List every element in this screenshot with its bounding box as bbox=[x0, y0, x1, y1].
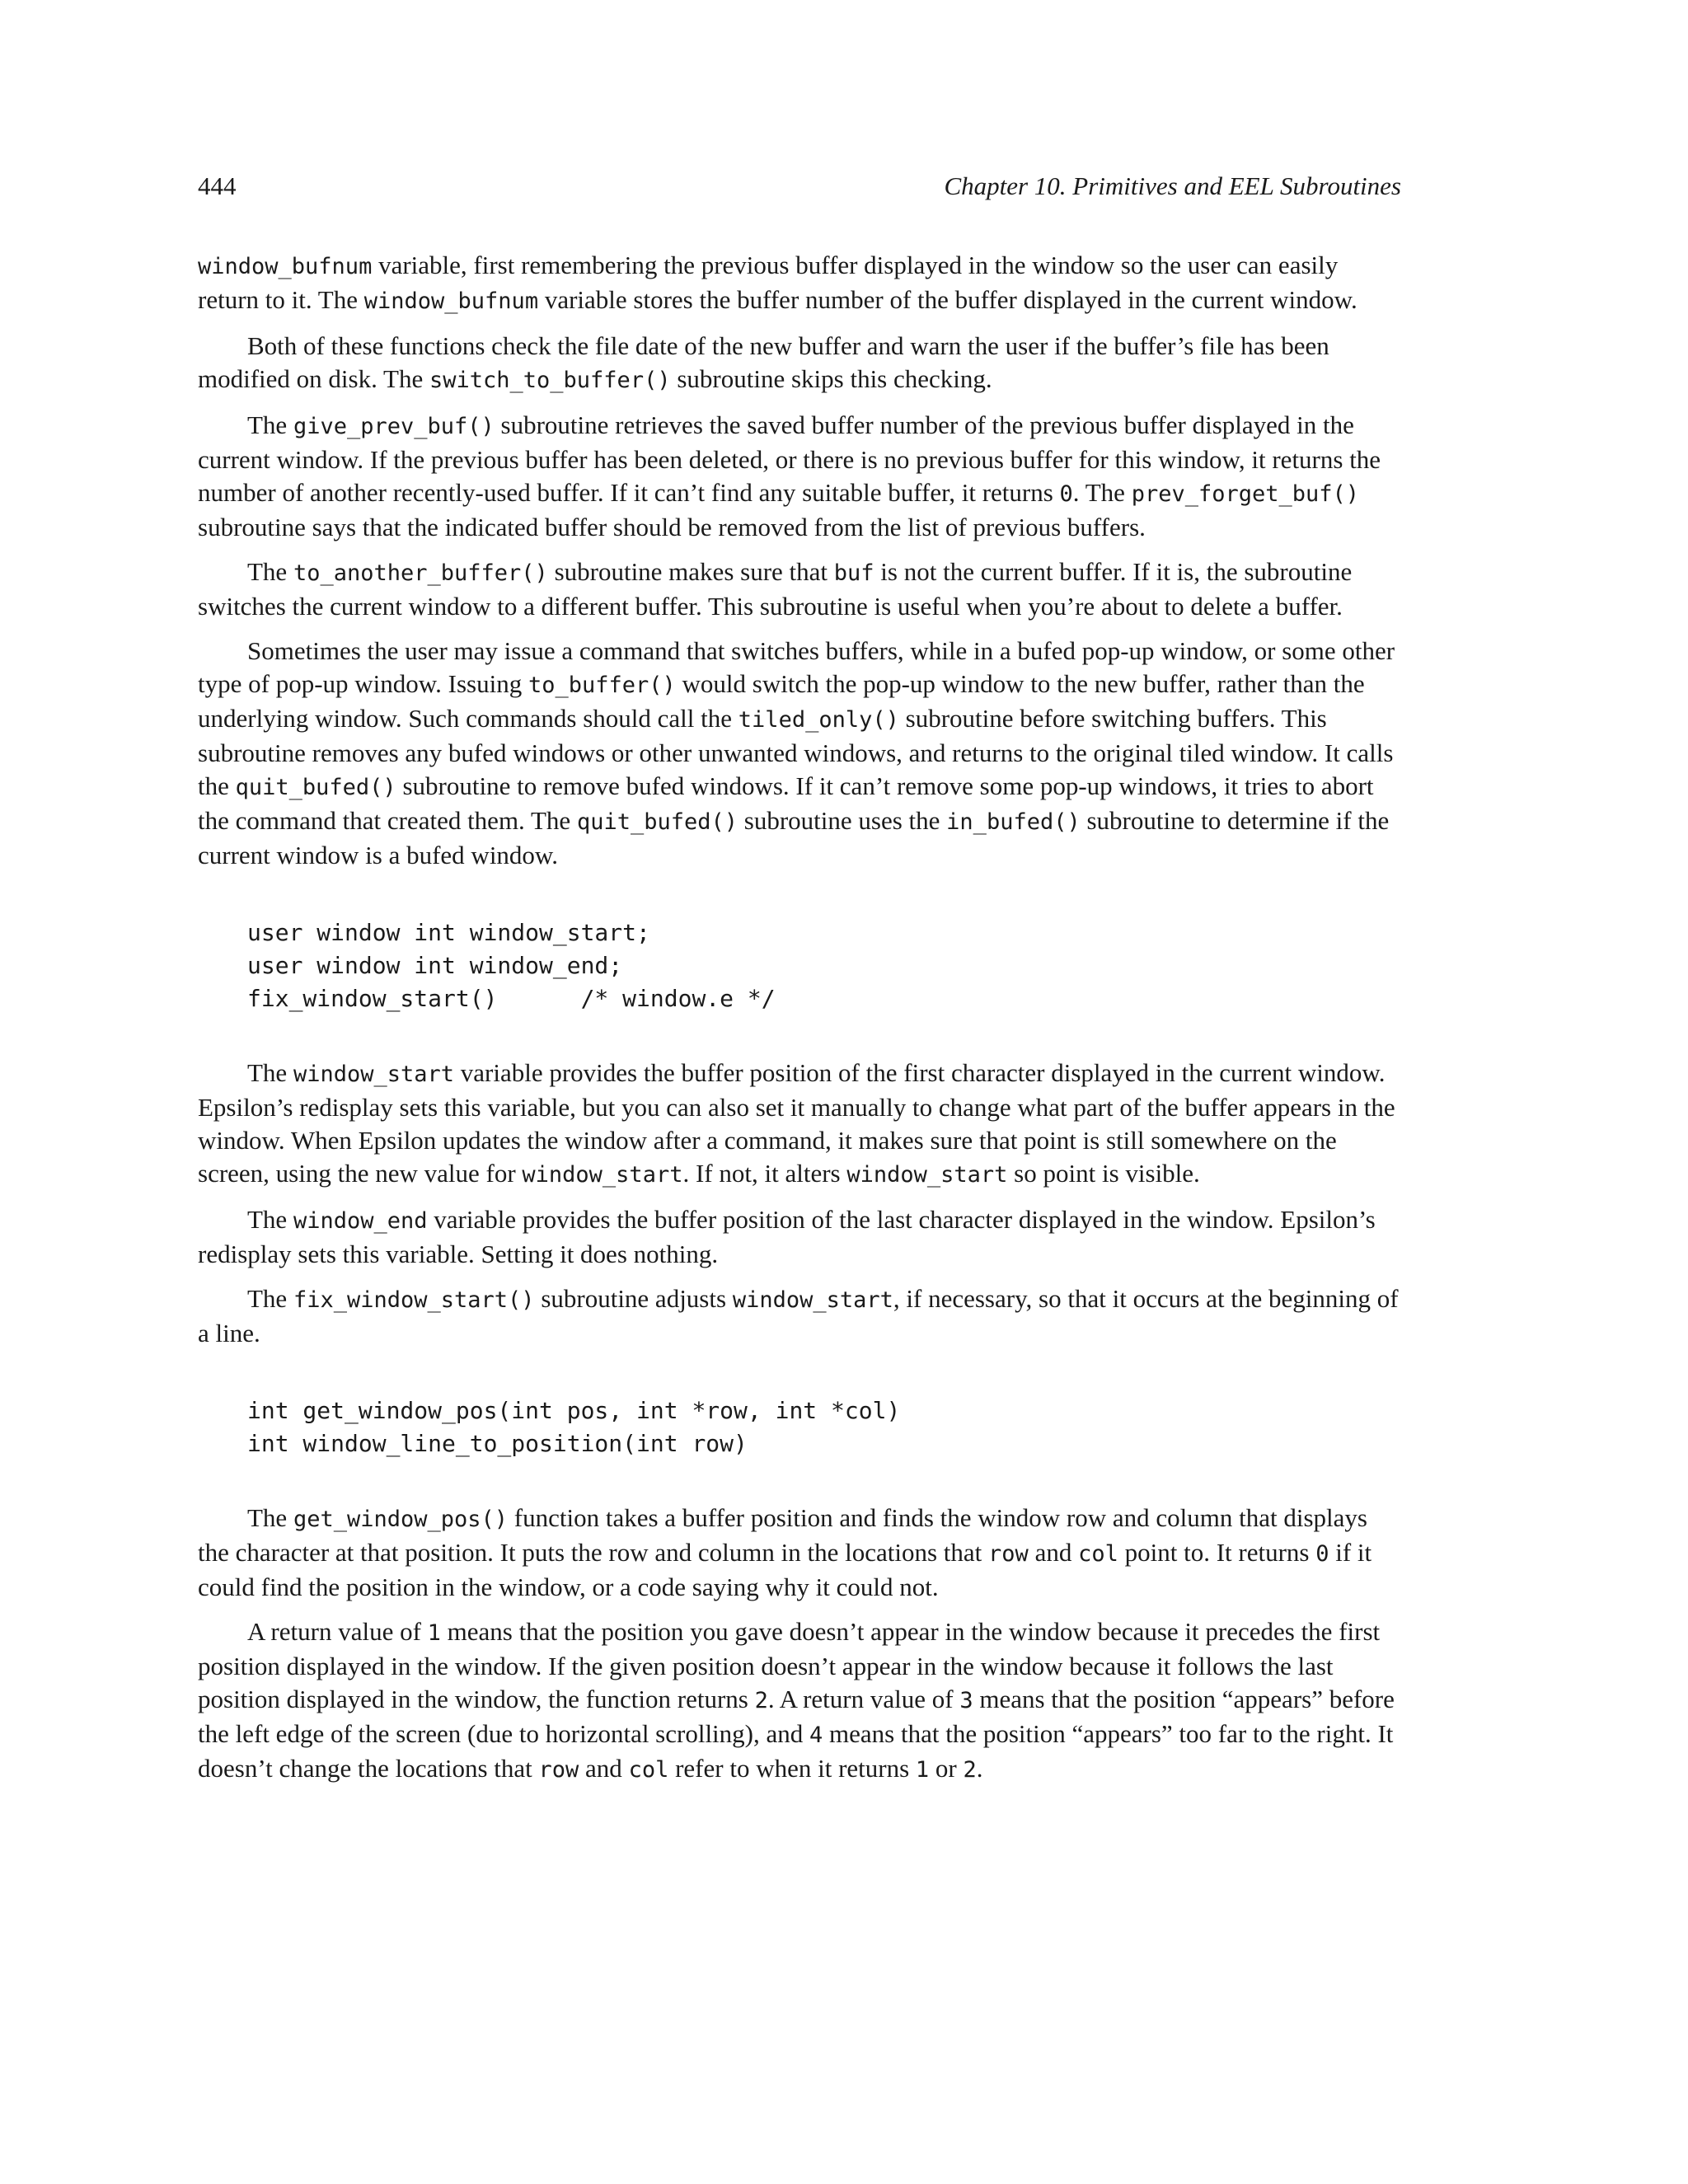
text: so point is visible. bbox=[1007, 1159, 1200, 1188]
text: if it could find the position in the window, or a code saying why it could not. bbox=[198, 1538, 1372, 1601]
code-row: row bbox=[988, 1541, 1029, 1567]
code-two: 2 bbox=[963, 1757, 977, 1783]
text: , if necessary, so that it occurs at the beginning of a line. bbox=[198, 1284, 1399, 1347]
text: variable, first remembering the previous buffer displayed in the window so the user can easily return to it. The bbox=[198, 251, 1339, 314]
text: point to. It returns bbox=[1118, 1538, 1316, 1567]
text: means that the position “appears” too far to the right. It doesn’t change the locations that bbox=[198, 1719, 1394, 1783]
code-block-get-window-pos bbox=[247, 1394, 1401, 1460]
code-zero: 0 bbox=[1315, 1541, 1329, 1567]
code-two: 2 bbox=[754, 1688, 768, 1713]
text: subroutine before switching buffers. This subroutine removes any bufed windows or other unwanted windows, and returns to the original tiled window. It calls the bbox=[198, 704, 1394, 800]
text: The bbox=[247, 410, 293, 439]
code-give-prev-buf: give_prev_buf() bbox=[293, 414, 495, 439]
code-window-start: window_start bbox=[522, 1162, 683, 1188]
code-three: 3 bbox=[959, 1688, 973, 1713]
code-window-bufnum: window_bufnum bbox=[363, 288, 539, 314]
text: function takes a buffer position and finds the window row and column that displays the character at that position. It puts the row and column in the locations that bbox=[198, 1503, 1367, 1567]
text: means that the position you gave doesn’t appear in the window because it precedes the first position displayed in the window. If the given position doesn’t appear in the window because it follows the last position displayed in the window, the function returns bbox=[198, 1617, 1381, 1713]
text: . A return value of bbox=[767, 1685, 960, 1713]
code-to-another-buffer: to_another_buffer() bbox=[293, 560, 548, 586]
text: . The bbox=[1072, 478, 1132, 507]
text: and bbox=[579, 1754, 629, 1783]
code-window-bufnum: window_bufnum bbox=[198, 254, 373, 279]
text: means that the position “appears” before the left edge of the screen (due to horizontal scrolling), and bbox=[198, 1685, 1395, 1748]
paragraph-file-date-check bbox=[198, 330, 1401, 397]
paragraph-window-bufnum bbox=[198, 249, 1401, 318]
code-line: user window int window_end; bbox=[247, 952, 623, 979]
running-head: Chapter 10. Primitives and EEL Subroutines bbox=[944, 171, 1401, 200]
text: . If not, it alters bbox=[682, 1159, 847, 1188]
text: Sometimes the user may issue a command that switches buffers, while in a bufed pop-up window, or some other type of pop-up window. Issuing bbox=[198, 636, 1395, 698]
code-line: int get_window_pos(int pos, int *row, int *col) bbox=[247, 1397, 901, 1424]
paragraph-give-prev-buf bbox=[198, 409, 1401, 544]
code-window-end: window_end bbox=[293, 1208, 428, 1234]
text: and bbox=[1028, 1538, 1079, 1567]
text: The bbox=[247, 1205, 293, 1234]
code-tiled-only: tiled_only() bbox=[738, 707, 899, 733]
paragraph-to-another-buffer bbox=[198, 555, 1401, 623]
text: The bbox=[247, 1503, 293, 1532]
code-col: col bbox=[1078, 1541, 1118, 1567]
code-quit-bufed: quit_bufed() bbox=[576, 809, 738, 835]
paragraph-fix-window-start bbox=[198, 1282, 1401, 1350]
text: subroutine says that the indicated buffer should be removed from the list of previous buffers. bbox=[198, 513, 1146, 541]
text: is not the current buffer. If it is, the subroutine switches the current window to a different buffer. This subroutine is useful when you’re about to delete a buffer. bbox=[198, 557, 1353, 621]
text: variable provides the buffer position of the last character displayed in the window. Epsilon’s redisplay sets this variable. Setting it does nothing. bbox=[198, 1205, 1376, 1268]
code-buf: buf bbox=[833, 560, 874, 586]
text: subroutine retrieves the saved buffer number of the previous buffer displayed in the current window. If the previous buffer has been deleted, or there is no previous buffer for this window, it returns the number of another recently-used buffer. If it can’t find any suitable buffer, it returns bbox=[198, 410, 1381, 507]
code-line: fix_window_start() /* window.e */ bbox=[247, 985, 776, 1012]
text: or bbox=[929, 1754, 964, 1783]
code-switch-to-buffer: switch_to_buffer() bbox=[429, 368, 671, 393]
text: refer to when it returns bbox=[668, 1754, 916, 1783]
text: variable stores the buffer number of the buffer displayed in the current window. bbox=[538, 285, 1357, 314]
code-four: 4 bbox=[809, 1722, 823, 1748]
code-block-window-start bbox=[247, 916, 1401, 1015]
text: subroutine adjusts bbox=[534, 1284, 733, 1313]
code-to-buffer: to_buffer() bbox=[528, 673, 676, 698]
document-page bbox=[198, 170, 1401, 1798]
code-window-start: window_start bbox=[846, 1162, 1008, 1188]
paragraph-get-window-pos bbox=[198, 1502, 1401, 1604]
code-one: 1 bbox=[427, 1620, 441, 1646]
text: Both of these functions check the file date of the new buffer and warn the user if the buffer’s file has been modified on disk. The bbox=[198, 331, 1329, 393]
code-line: user window int window_start; bbox=[247, 919, 650, 946]
code-in-bufed: in_bufed() bbox=[946, 809, 1081, 835]
text: subroutine to determine if the current window is a bufed window. bbox=[198, 806, 1390, 869]
code-col: col bbox=[628, 1757, 669, 1783]
code-prev-forget-buf: prev_forget_buf() bbox=[1131, 481, 1360, 507]
code-one: 1 bbox=[915, 1757, 930, 1783]
paragraph-window-start bbox=[198, 1057, 1401, 1192]
text: The bbox=[247, 1284, 293, 1313]
code-quit-bufed: quit_bufed() bbox=[235, 775, 396, 800]
text: subroutine to remove bufed windows. If it can’t remove some pop-up windows, it tries to abort the command that created them. The bbox=[198, 771, 1374, 835]
text: A return value of bbox=[247, 1617, 428, 1646]
code-window-start: window_start bbox=[293, 1062, 455, 1087]
code-fix-window-start: fix_window_start() bbox=[293, 1287, 535, 1313]
paragraph-return-values bbox=[198, 1615, 1401, 1787]
code-line: int window_line_to_position(int row) bbox=[247, 1430, 748, 1457]
text: subroutine skips this checking. bbox=[670, 364, 992, 393]
paragraph-window-end bbox=[198, 1203, 1401, 1271]
text: would switch the pop-up window to the new buffer, rather than the underlying window. Such commands should call the bbox=[198, 669, 1365, 733]
text: variable provides the buffer position of the first character displayed in the current window. Epsilon’s redisplay sets this variable, but you can also set it manually to change what part of the buffer appears in the window. When Epsilon updates the window after a command, it makes sure that point is still somewhere on the screen, using the new value for bbox=[198, 1058, 1395, 1188]
paragraph-tiled-only bbox=[198, 635, 1401, 872]
text: subroutine uses the bbox=[738, 806, 947, 835]
page-header bbox=[198, 170, 1401, 203]
page-number: 444 bbox=[198, 171, 237, 200]
code-window-start: window_start bbox=[732, 1287, 893, 1313]
text: The bbox=[247, 557, 293, 586]
text: . bbox=[976, 1754, 983, 1783]
text: subroutine makes sure that bbox=[547, 557, 834, 586]
code-row: row bbox=[538, 1757, 579, 1783]
code-zero: 0 bbox=[1059, 481, 1073, 507]
code-get-window-pos: get_window_pos() bbox=[293, 1507, 509, 1532]
text: The bbox=[247, 1058, 293, 1087]
